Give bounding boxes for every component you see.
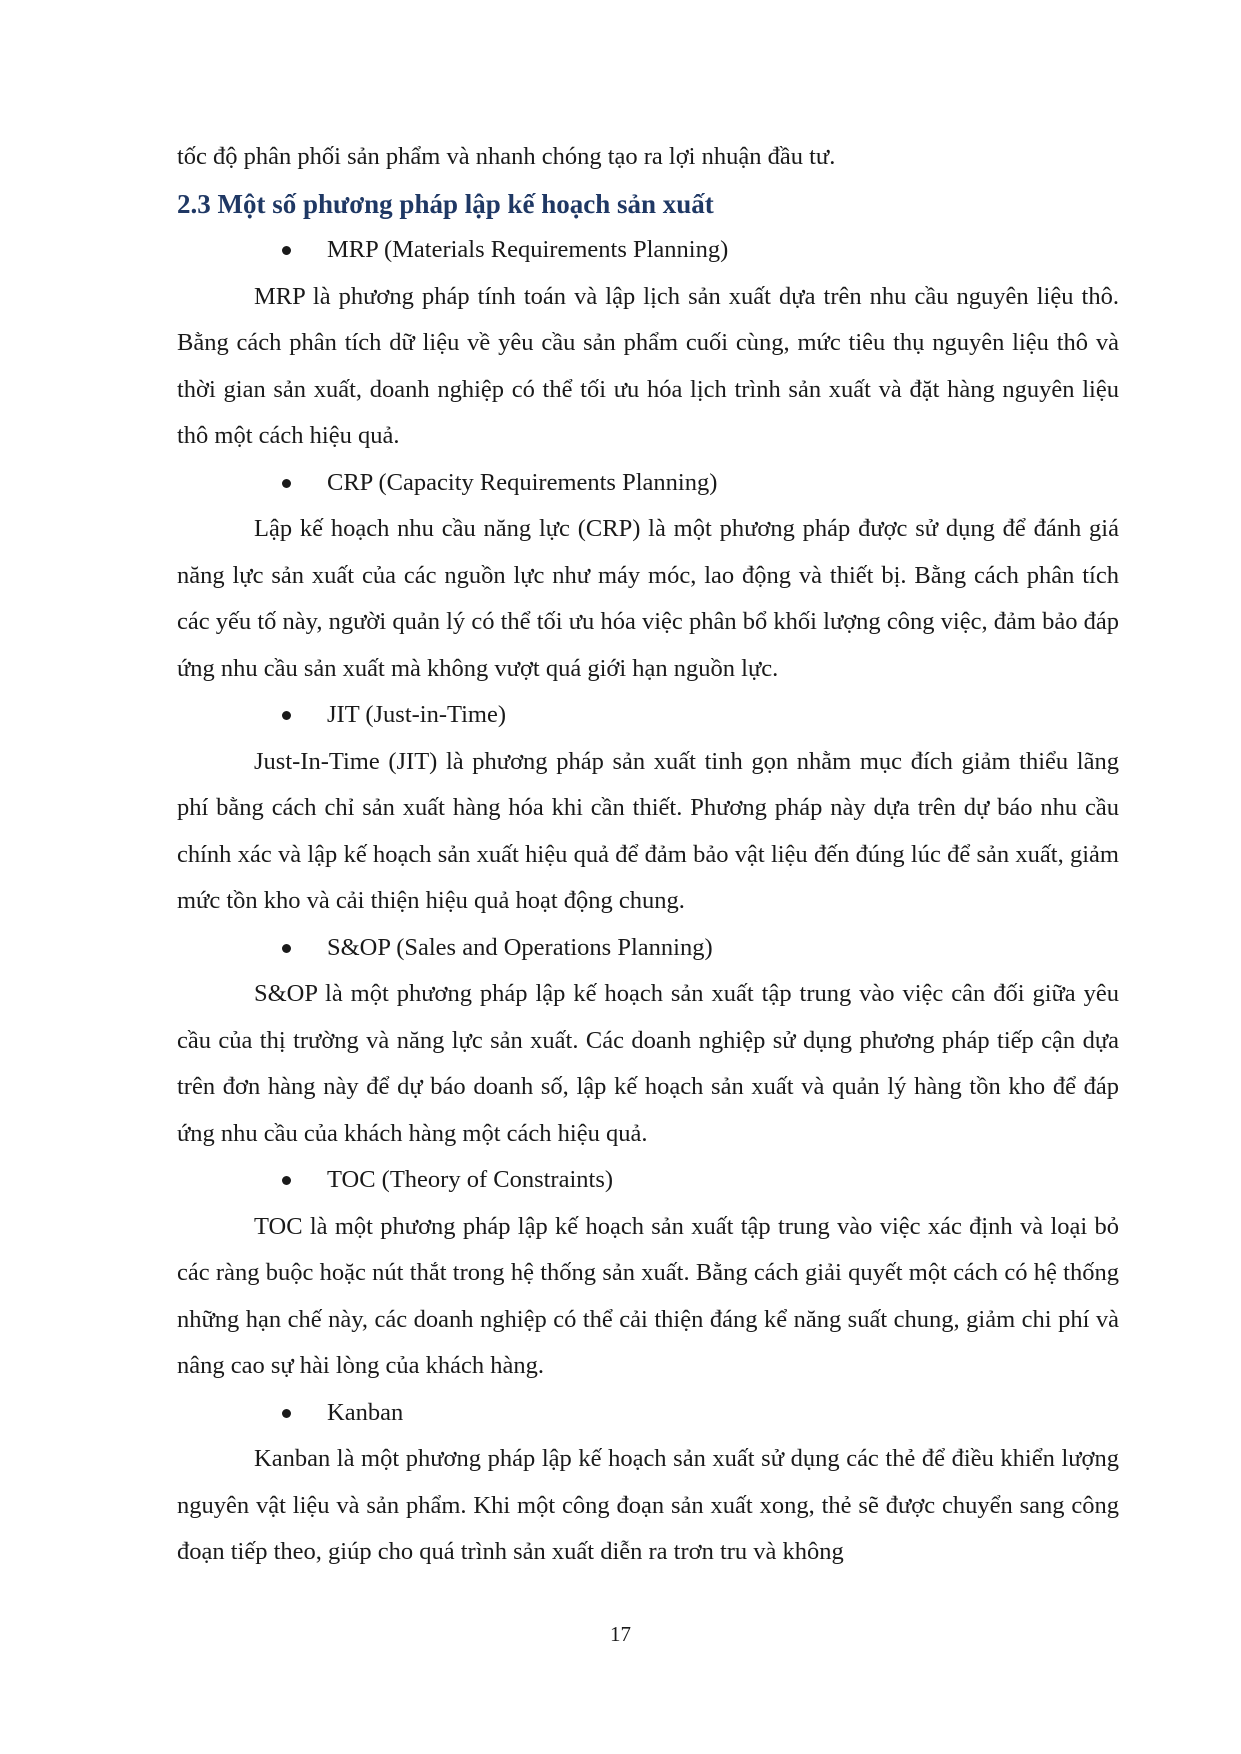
method-bullet-mrp (177, 227, 1119, 274)
bullet-dot-icon (282, 1409, 291, 1418)
method-bullet-jit (177, 692, 1119, 739)
method-title: CRP (Capacity Requirements Planning) (327, 468, 718, 496)
bullet-dot-icon (282, 1176, 291, 1185)
page-content (177, 134, 1119, 1576)
bullet-dot-icon (282, 944, 291, 953)
method-body-sop: S&OP là một phương pháp lập kế hoạch sản xuất tập trung vào việc cân đối giữa yêu cầu của thị trường và năng lực sản xuất. Các doanh nghiệp sử dụng phương pháp tiếp cận dựa trên đơn hàng này để dự báo doanh số, lập kế hoạch sản xuất và quản lý hàng tồn kho để đáp ứng nhu cầu của khách hàng một cách hiệu quả. (177, 980, 1119, 1147)
method-title: MRP (Materials Requirements Planning) (327, 236, 729, 263)
method-body-jit: Just-In-Time (JIT) là phương pháp sản xuất tinh gọn nhằm mục đích giảm thiểu lãng phí bằng cách chỉ sản xuất hàng hóa khi cần thiết. Phương pháp này dựa trên dự báo nhu cầu chính xác và lập kế hoạch sản xuất hiệu quả để đảm bảo vật liệu đến đúng lúc để sản xuất, giảm mức tồn kho và cải thiện hiệu quả hoạt động chung. (177, 747, 1119, 914)
section-heading: 2.3 Một số phương pháp lập kế hoạch sản xuất (177, 188, 714, 219)
method-bullet-crp (177, 460, 1119, 507)
method-body-toc: TOC là một phương pháp lập kế hoạch sản xuất tập trung vào việc xác định và loại bỏ các ràng buộc hoặc nút thắt trong hệ thống sản xuất. Bằng cách giải quyết một cách có hệ thống những hạn chế này, các doanh nghiệp có thể cải thiện đáng kể năng suất chung, giảm chi phí và nâng cao sự hài lòng của khách hàng. (177, 1212, 1119, 1379)
method-title: JIT (Just-in-Time) (327, 701, 507, 728)
method-body-kanban: Kanban là một phương pháp lập kế hoạch sản xuất sử dụng các thẻ để điều khiển lượng nguyên vật liệu và sản phẩm. Khi một công đoạn sản xuất xong, thẻ sẽ được chuyển sang công đoạn tiếp theo, giúp cho quá trình sản xuất diễn ra trơn tru và không (177, 1445, 1119, 1565)
method-bullet-sop (177, 925, 1119, 972)
bullet-dot-icon (282, 246, 291, 255)
method-body-crp: Lập kế hoạch nhu cầu năng lực (CRP) là một phương pháp được sử dụng để đánh giá năng lực sản xuất của các nguồn lực như máy móc, lao động và thiết bị. Bằng cách phân tích các yếu tố này, người quản lý có thể tối ưu hóa việc phân bổ khối lượng công việc, đảm bảo đáp ứng nhu cầu sản xuất mà không vượt quá giới hạn nguồn lực. (177, 515, 1119, 682)
method-body-mrp: MRP là phương pháp tính toán và lập lịch sản xuất dựa trên nhu cầu nguyên liệu thô. Bằng cách phân tích dữ liệu về yêu cầu sản phẩm cuối cùng, mức tiêu thụ nguyên liệu thô và thời gian sản xuất, doanh nghiệp có thể tối ưu hóa lịch trình sản xuất và đặt hàng nguyên liệu thô một cách hiệu quả. (177, 282, 1119, 449)
method-bullet-toc (177, 1157, 1119, 1204)
bullet-dot-icon (282, 711, 291, 720)
page-number: 17 (610, 1622, 631, 1646)
method-title: S&OP (Sales and Operations Planning) (327, 933, 713, 961)
method-bullet-kanban (177, 1390, 1119, 1437)
bullet-dot-icon (282, 479, 291, 488)
method-title: Kanban (327, 1398, 404, 1426)
method-title: TOC (Theory of Constraints) (327, 1166, 614, 1193)
intro-line: tốc độ phân phối sản phẩm và nhanh chóng tạo ra lợi nhuận đầu tư. (177, 143, 836, 170)
